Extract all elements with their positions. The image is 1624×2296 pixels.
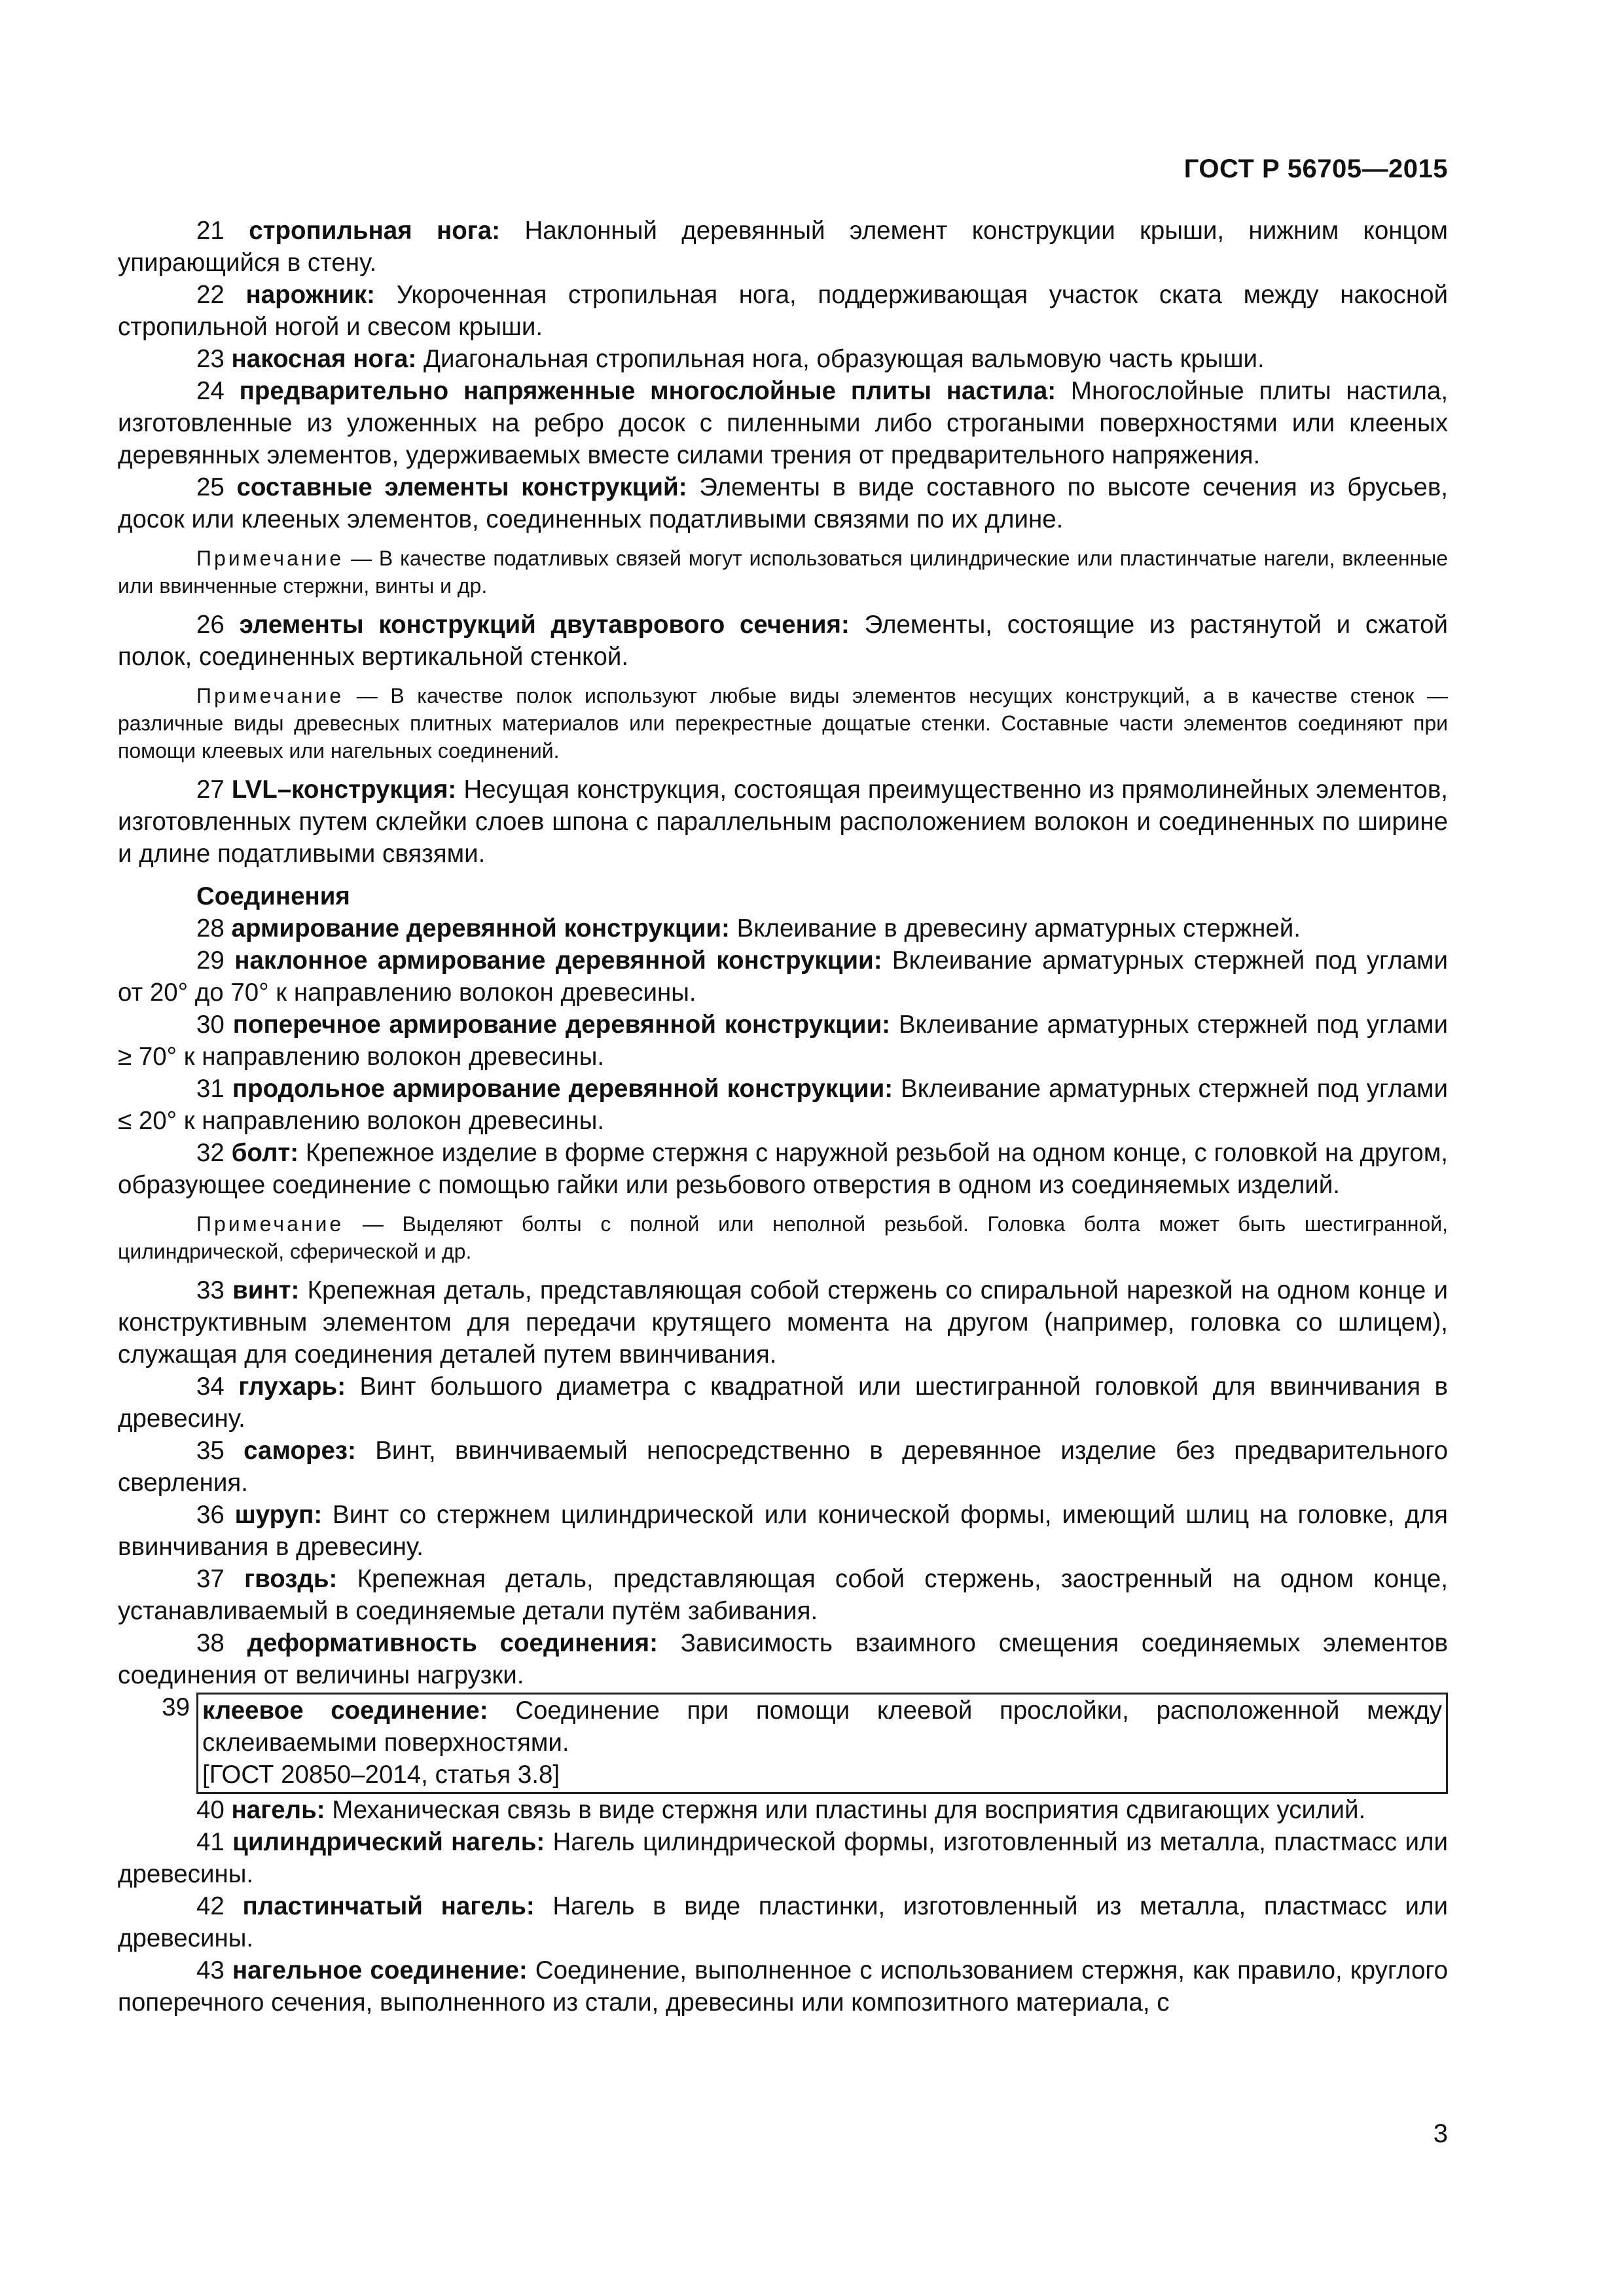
term-entry-36: 36 шуруп: Винт со стержнем цилиндрической или конической формы, имеющий шлиц на головке, для ввинчивания в древесину.: [118, 1501, 1449, 1561]
term-entry-26: 26 элементы конструкций двутаврового сечения: Элементы, состоящие из растянутой и сжатой полок, соединенных вертикальной стенкой.: [118, 611, 1448, 671]
term-entry-21: 21 стропильная нога: Наклонный деревянный элемент конструкции крыши, нижним концом упирающийся в стену.: [118, 217, 1448, 277]
term-entry-39-box: клеевое соединение: Соединение при помощи клеевой прослойки, расположенной между склеиваемыми поверхностями. [ГОСТ 20850–2014, статья 3.8]: [196, 1693, 1448, 1794]
term-entry-30: 30 поперечное армирование деревянной конструкции: Вклеивание арматурных стержней под углами ≥ 70° к направлению волокон древесины.: [118, 1011, 1449, 1071]
term-entry-39-reference: [ГОСТ 20850–2014, статья 3.8]: [202, 1761, 560, 1789]
document-body: [118, 215, 1448, 2018]
term-entry-39-number: 39: [162, 1693, 190, 1721]
term-entry-40: 40 нагель: Механическая связь в виде стержня или пластины для восприятия сдвигающих усилий.: [196, 1796, 1366, 1824]
page-number: 3: [1433, 2119, 1448, 2148]
term-entry-33: 33 винт: Крепежная деталь, представляющая собой стержень со спиральной нарезкой на одном конце и конструктивным элементом для передачи крутящего момента на другом (например, головка со шлицем), служащая для соединения деталей путем ввинчивания.: [118, 1276, 1448, 1369]
term-entry-25: 25 составные элементы конструкций: Элементы в виде составного по высоте сечения из брусьев, досок или клееных элементов, соединенных податливыми связями по их длине.: [118, 473, 1448, 533]
note-26: Примечание — В качестве полок используют любые виды элементов несущих конструкций, а в качестве стенок — различные виды древесных плитных материалов или перекрестные дощатые стенки. Составные части элементов соединяют при помощи клеевых или нагельных соединений.: [118, 684, 1449, 762]
term-entry-29: 29 наклонное армирование деревянной конструкции: Вклеивание арматурных стержней под углами от 20° до 70° к направлению волокон древесины.: [118, 946, 1449, 1007]
term-entry-23: 23 накосная нога: Диагональная стропильная нога, образующая вальмовую часть крыши.: [196, 345, 1265, 373]
term-entry-37: 37 гвоздь: Крепежная деталь, представляющая собой стержень, заостренный на одном конце, устанавливаемый в соединяемые детали путём забивания.: [118, 1565, 1448, 1625]
term-entry-43: 43 нагельное соединение: Соединение, выполненное с использованием стержня, как правило, круглого поперечного сечения, выполненного из стали, древесины или композитного материала, с: [118, 1956, 1448, 2017]
document-header: ГОСТ Р 56705—2015: [1183, 154, 1448, 183]
term-entry-24: 24 предварительно напряженные многослойные плиты настила: Многослойные плиты настила, изготовленные из уложенных на ребро досок с пиленными либо строгаными поверхностями или клееных деревянных элементов, удерживаемых вместе силами трения от предварительного напряжения.: [118, 377, 1449, 469]
term-entry-28: 28 армирование деревянной конструкции: Вклеивание в древесину арматурных стержней.: [196, 914, 1301, 942]
term-entry-32: 32 болт: Крепежное изделие в форме стержня с наружной резьбой на одном конце, с головкой на другом, образующее соединение с помощью гайки или резьбового отверстия в одном из соединяемых изделий.: [118, 1139, 1448, 1199]
note-32: Примечание — Выделяют болты с полной или неполной резьбой. Головка болта может быть шестигранной, цилиндрической, сферической и др.: [118, 1212, 1449, 1263]
section-title-connections: Соединения: [196, 882, 350, 910]
term-entry-34: 34 глухарь: Винт большого диаметра с квадратной или шестигранной головкой для ввинчивания в древесину.: [118, 1372, 1448, 1433]
note-25: Примечание — В качестве податливых связей могут использоваться цилиндрические или пластинчатые нагели, вклеенные или ввинченные стержни, винты и др.: [118, 547, 1449, 598]
term-entry-27: 27 LVL–конструкция: Несущая конструкция, состоящая преимущественно из прямолинейных элементов, изготовленных путем склейки слоев шпона с параллельным расположением волокон и соединенных по ширине и длине податливыми связями.: [118, 776, 1448, 868]
term-entry-31: 31 продольное армирование деревянной конструкции: Вклеивание арматурных стержней под углами ≤ 20° к направлению волокон древесины.: [118, 1075, 1448, 1135]
term-entry-39: [118, 1691, 1448, 1794]
term-entry-22: 22 нарожник: Укороченная стропильная нога, поддерживающая участок ската между накосной стропильной ногой и свесом крыши.: [118, 281, 1448, 341]
term-entry-42: 42 пластинчатый нагель: Нагель в виде пластинки, изготовленный из металла, пластмасс или древесины.: [118, 1892, 1449, 1952]
term-entry-38: 38 деформативность соединения: Зависимость взаимного смещения соединяемых элементов соединения от величины нагрузки.: [118, 1629, 1448, 1689]
term-entry-41: 41 цилиндрический нагель: Нагель цилиндрической формы, изготовленный из металла, пластмасс или древесины.: [118, 1828, 1448, 1888]
term-entry-35: 35 саморез: Винт, ввинчиваемый непосредственно в деревянное изделие без предварительного сверления.: [118, 1437, 1448, 1497]
